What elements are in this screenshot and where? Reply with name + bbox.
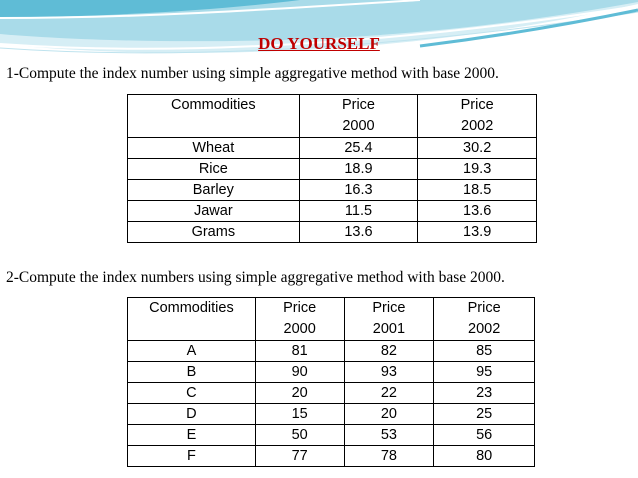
price-cell: 81 — [255, 341, 344, 362]
price-cell: 78 — [344, 446, 434, 467]
table-row — [128, 341, 535, 362]
table-row — [128, 159, 537, 180]
slide-title: DO YOURSELF — [258, 34, 380, 53]
price-cell: 18.9 — [299, 159, 418, 180]
header-cell: Price 2001 — [344, 298, 434, 341]
header-cell: Price 2002 — [418, 95, 537, 138]
price-cell: 93 — [344, 362, 434, 383]
price-cell: 15 — [255, 404, 344, 425]
price-cell: 80 — [434, 446, 535, 467]
table-row — [128, 362, 535, 383]
price-table-q1 — [127, 94, 537, 243]
commodity-cell: E — [128, 425, 256, 446]
price-cell: 25.4 — [299, 138, 418, 159]
header-cell: Price 2000 — [299, 95, 418, 138]
commodity-cell: Wheat — [128, 138, 300, 159]
price-cell: 53 — [344, 425, 434, 446]
commodity-cell: Grams — [128, 222, 300, 243]
price-cell: 22 — [344, 383, 434, 404]
table-row — [128, 222, 537, 243]
price-cell: 23 — [434, 383, 535, 404]
question-2-text: 2-Compute the index numbers using simple aggregative method with base 2000. — [6, 269, 505, 286]
header-cell: Price 2002 — [434, 298, 535, 341]
price-cell: 95 — [434, 362, 535, 383]
commodity-cell: B — [128, 362, 256, 383]
table-header-row — [128, 298, 535, 341]
price-cell: 50 — [255, 425, 344, 446]
price-cell: 19.3 — [418, 159, 537, 180]
commodity-cell: Rice — [128, 159, 300, 180]
table-row — [128, 425, 535, 446]
commodity-cell: A — [128, 341, 256, 362]
price-cell: 85 — [434, 341, 535, 362]
header-cell: Commodities — [128, 95, 300, 138]
price-cell: 13.6 — [299, 222, 418, 243]
price-cell: 11.5 — [299, 201, 418, 222]
table-row — [128, 201, 537, 222]
price-cell: 82 — [344, 341, 434, 362]
price-cell: 20 — [255, 383, 344, 404]
price-cell: 18.5 — [418, 180, 537, 201]
price-cell: 56 — [434, 425, 535, 446]
table-header-row — [128, 95, 537, 138]
price-cell: 20 — [344, 404, 434, 425]
table-row — [128, 446, 535, 467]
price-cell: 90 — [255, 362, 344, 383]
price-cell: 16.3 — [299, 180, 418, 201]
commodity-cell: Barley — [128, 180, 300, 201]
table-row — [128, 180, 537, 201]
commodity-cell: C — [128, 383, 256, 404]
price-cell: 30.2 — [418, 138, 537, 159]
commodity-cell: D — [128, 404, 256, 425]
price-cell: 13.6 — [418, 201, 537, 222]
commodity-cell: Jawar — [128, 201, 300, 222]
table-row — [128, 383, 535, 404]
table-row — [128, 404, 535, 425]
header-cell: Commodities — [128, 298, 256, 341]
table-row — [128, 138, 537, 159]
price-cell: 25 — [434, 404, 535, 425]
price-cell: 77 — [255, 446, 344, 467]
question-1-text: 1-Compute the index number using simple aggregative method with base 2000. — [6, 65, 499, 82]
price-cell: 13.9 — [418, 222, 537, 243]
price-table-q2 — [127, 297, 535, 467]
commodity-cell: F — [128, 446, 256, 467]
header-cell: Price 2000 — [255, 298, 344, 341]
